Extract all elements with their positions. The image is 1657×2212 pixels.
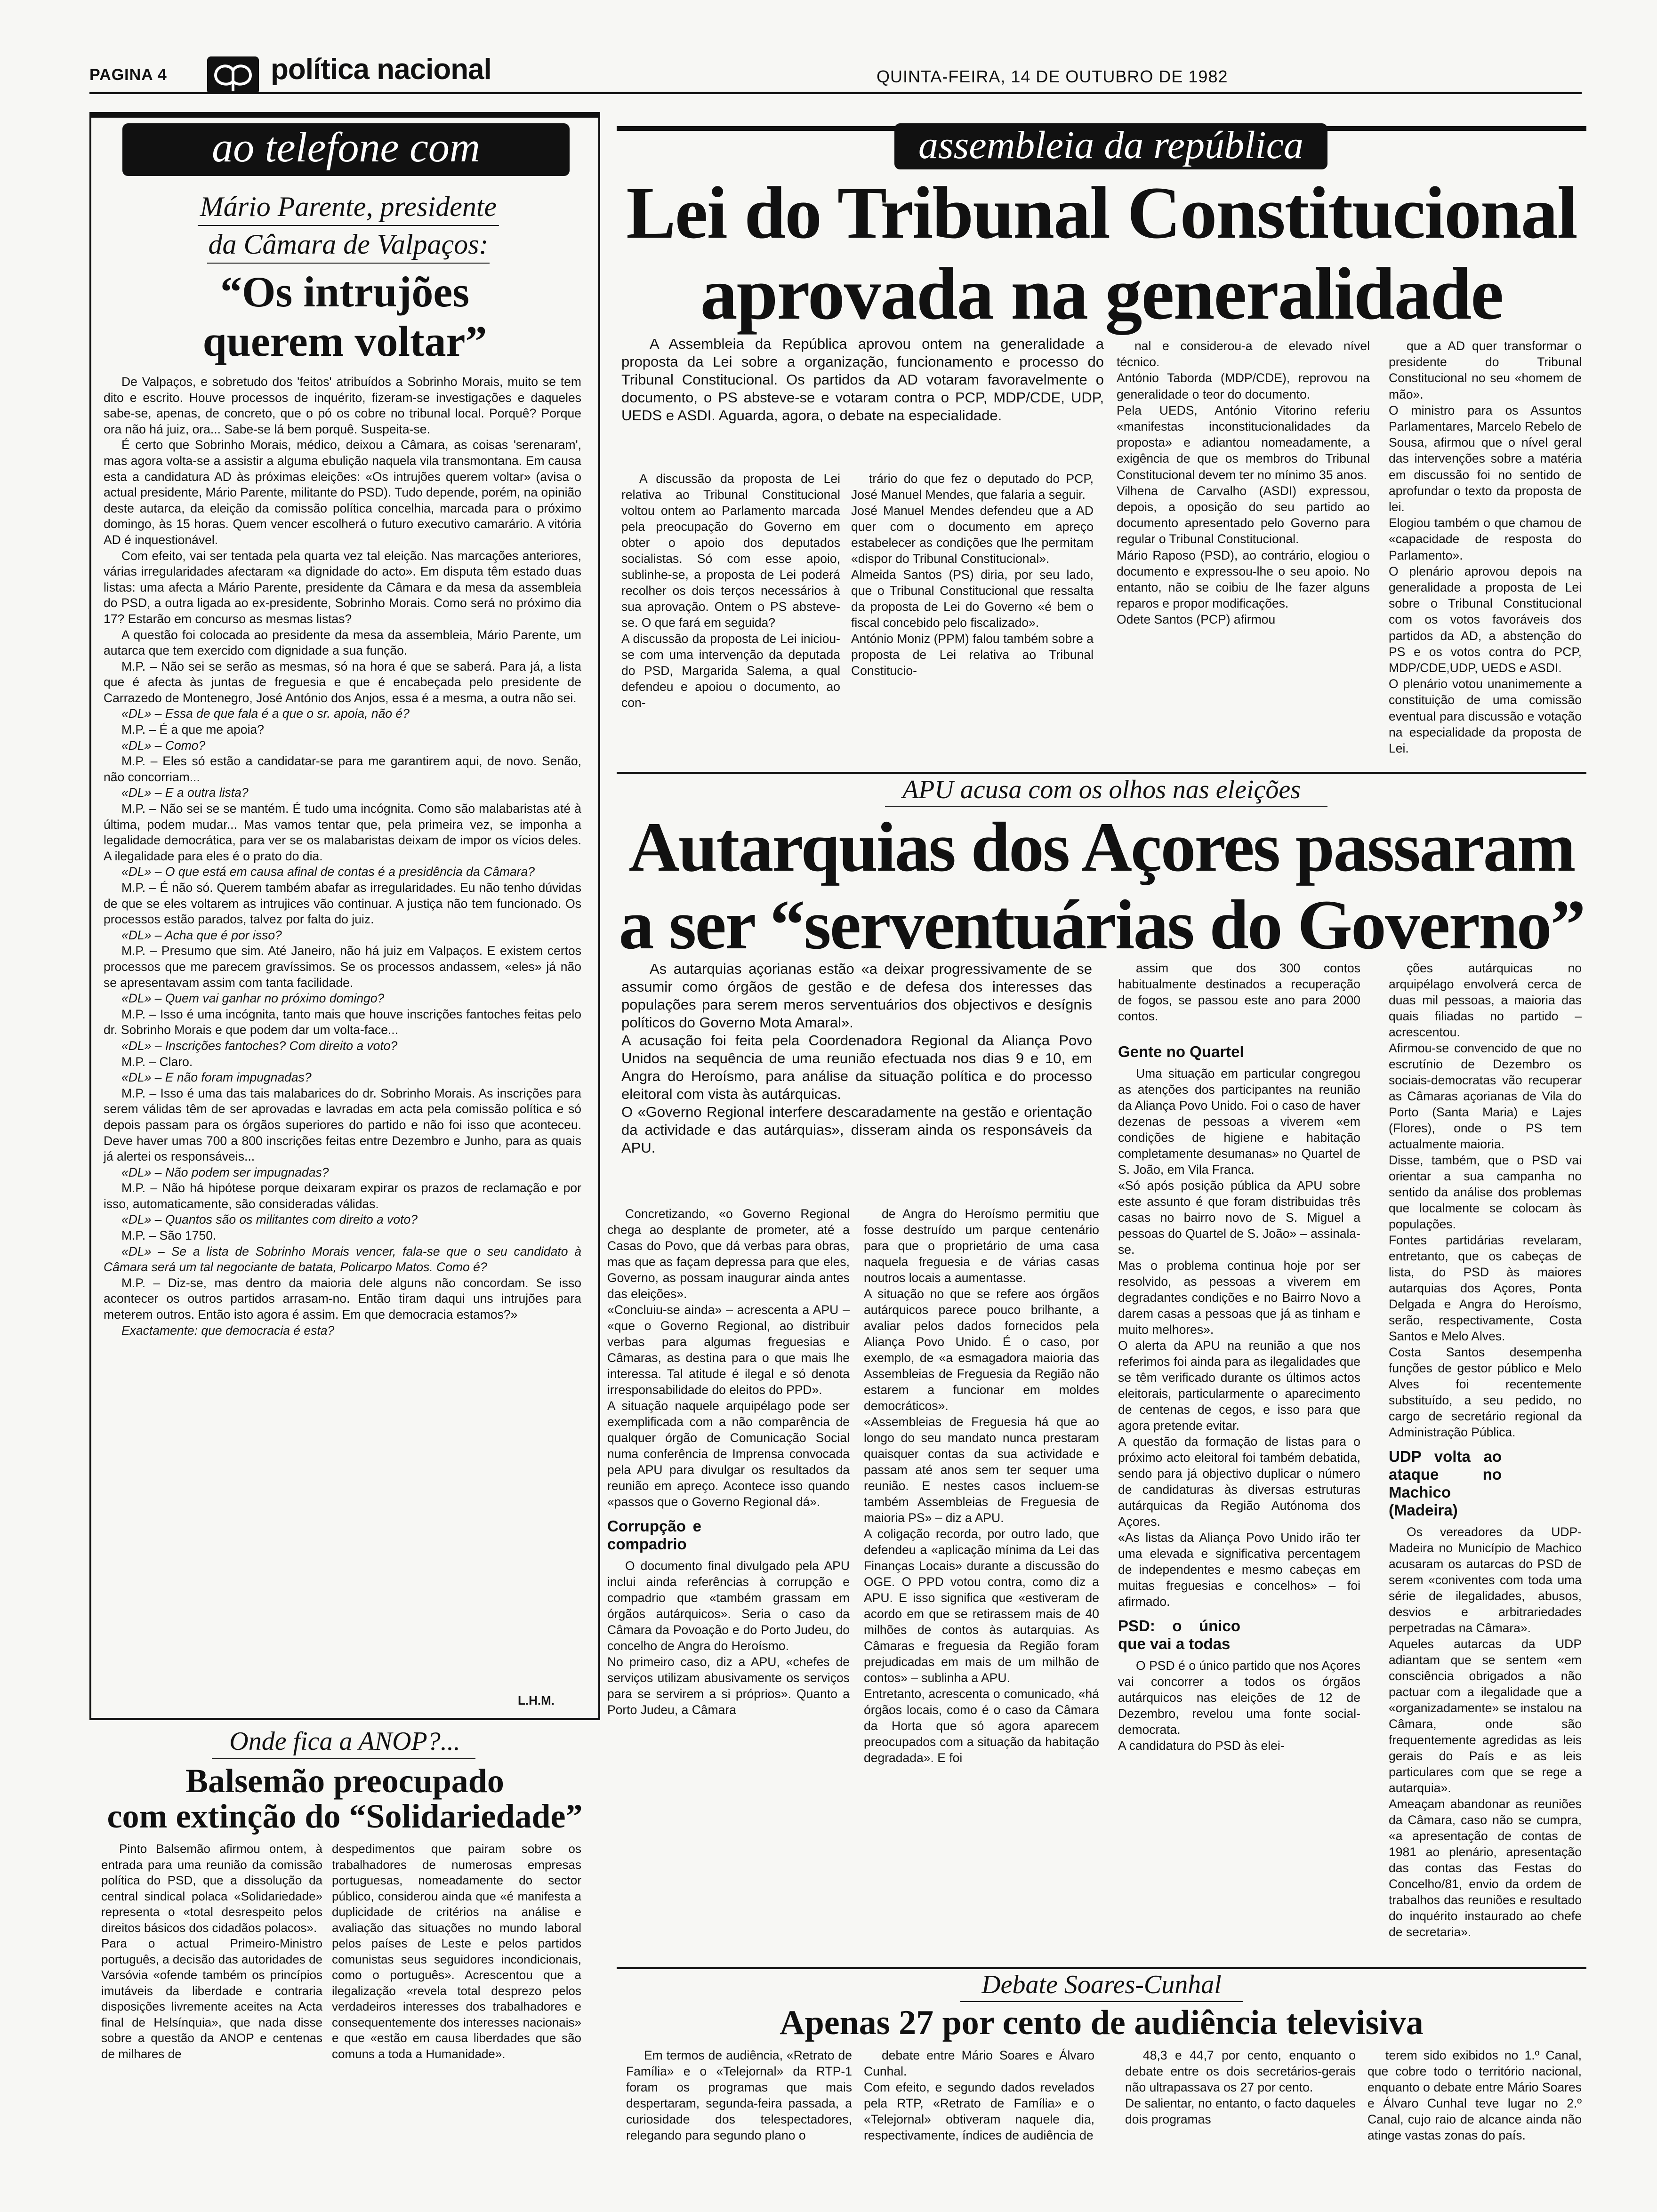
azores-lead: As autarquias açorianas estão «a deixar progressivamente de se assumir como órgãos de gestão e de defesa dos interesses das populações para serem meros serventuários dos objectivos e desígnis políticos do Governo Mota Amaral». A acusação foi feita pela Coordenadora Regional da Aliança Povo Unidos na sequência de uma reunião efectuada nos dias 9 e 10, em Angra do Heroísmo, para análise da situação política e do processo eleitoral com vista às autárquicas. O «Governo Regional interfere descaradamente na gestão e orientação da actividade e das autárquias», disseram ainda os responsáveis da APU. <box>621 961 1092 1156</box>
interview-title-2: querem voltar” <box>202 317 487 365</box>
newspaper-logo-icon <box>207 56 259 94</box>
anop-kicker: Onde fica a ANOP?... <box>229 1727 460 1756</box>
azores-col-3: assim que dos 300 contos habitualmente destinados a recuperação de fogos, se passou este ano para 2000 contos. Gente no Quartel Uma situação em particular congregou as atenções dos participantes na reunião da Aliança Povo Unido. Foi o caso de haver dezenas de pessoas a viverem «em condições de higiene e habitação completamente desumanas» no Quartel de S. João, em Vila Franca. «Só após posição pública da APU sobre este assunto é que foram distribuidas três casas no bairro novo de S. Miguel a pessoas do Quartel de S. João» – assinala-se. Mas o problema continua hoje por ser resolvido, as pessoas a viverem em degradantes condições e no Bairro Novo a darem casas a pessoas que já as tinham e muito melhores». O alerta da APU na reunião a que nos referimos foi ainda para as ilegalidades que se têm verificado durante os últimos actos eleitorais, particularmente o aparecimento de centenas de cegos, e isso para que agora pretende evitar. A questão da formação de listas para o próximo acto eleitoral foi também debatida, sendo para já objectivo duplicar o número de candidaturas às diversas estruturas autárquicas da Região Autónoma dos Açores. «As listas da Aliança Povo Unido irão ter uma elevada e significativa percentagem de independentes e mesmo cabeças em muitas freguesias e concelhos» – foi afirmado. PSD: o único que vai a todas O PSD é o único partido que nos Açores vai concorrer a todos os órgãos autárquicos nas eleições de 12 de Dezembro, revelou uma fonte social-democrata. A candidatura do PSD às elei- <box>1118 961 1360 1753</box>
azores-kicker: APU acusa com os olhos nas eleições <box>902 775 1301 804</box>
debate-title: Apenas 27 por cento de audiência televisiva <box>780 2004 1424 2042</box>
debate-col-1: Em termos de audiência, «Retrato de Família» e o «Telejornal» da RTP-1 foram os programas que mais despertaram, segunda-feira passada, a curiosidade dos telespectadores, relegando para segundo plano o <box>626 2048 852 2142</box>
ar-lead: A Assembleia da República aprovou ontem na generalidade a proposta da Lei sobre a organização, funcionamento e processo do Tribunal Constitucional. Os partidos da AD votaram favoravelmente o documento, o PS absteve-se e votaram contra o PCP, MDP/CDE, UDP, UEDS e ASDI. Aguarda, agora, o debate na especialidade. <box>621 336 1104 424</box>
azores-subhead-psd: PSD: o único que vai a todas <box>1118 1617 1240 1652</box>
anop-kicker-underline <box>212 1758 475 1759</box>
anop-title-2: com extinção do “Solidariedade” <box>107 1797 583 1835</box>
azores-title-1: Autarquias dos Açores passaram <box>628 808 1575 886</box>
interview-kicker-1: Mário Parente, presidente <box>200 191 497 222</box>
interview-kicker-2: da Câmara de Valpaços: <box>208 229 489 260</box>
page-number: PAGINA 4 <box>89 66 167 84</box>
ar-title-2: aprovada na generalidade <box>700 253 1503 335</box>
section-title: política nacional <box>271 53 491 86</box>
debate-top-rule <box>617 1967 1586 1969</box>
section-banner-telefone: ao telefone com <box>122 123 570 176</box>
azores-col-4: ções autárquicas no arquipélago envolverá cerca de duas mil pessoas, a maioria das quais filiadas no partido – acrescentou. Afirmou-se convencido de que no escrutínio de Dezembro os sociais-democratas vão recuperar as Câmaras açorianas de Vila do Porto (Santa Maria) e Lajes (Flores), onde o PS tem actualmente maioria. Disse, também, que o PSD vai orientar a sua campanha no sentido da análise dos problemas que localmente se colocam às populações. Fontes partidárias revelaram, entretanto, que os cabeças de lista, do PSD às maiores autarquias dos Açores, Ponta Delgada e Angra do Heroísmo, serão, respectivamente, Costa Santos e Melo Alves. Costa Santos desempenha funções de gestor público e Melo Alves foi recentemente substituído, a seu pedido, no cargo de secretário regional da Administração Pública. UDP volta ao ataque no Machico (Madeira) Os vereadores da UDP-Madeira no Município de Machico acusaram os autarcas do PSD de serem «coniventes com toda uma série de ilegalidades, abusos, desvios e arbitrariedades perpetradas na Câmara». Aqueles autarcas da UDP adiantam que se sentem «em consciência obrigados a não pactuar com a ilegalidade que a «organizadamente» se instalou na Câmara, onde são frequentemente agredidas as leis gerais do País e as leis particulares com que se rege a autarquia». Ameaçam abandonar as reuniões da Câmara, caso não se cumpra, «a apresentação de contas de 1981 ao plenário, apresentação das contas das Festas do Concelho/81, envio da ordem de trabalhos das reuniões e resultado do inquérito instaurado ao chefe de secretaria». <box>1389 961 1582 1939</box>
anop-col-1: Pinto Balsemão afirmou ontem, à entrada para uma reunião da comissão política do PSD, que a dissolução da central sindical polaca «Solidariedade» representa o «total desrespeito pelos direitos básicos dos cidadãos polacos». Para o actual Primeiro-Ministro português, a decisão das autoridades de Varsóvia «ofende também os princípios imutáveis da liberdade e contraria disposições livremente aceites na Acta final de Helsínquia», que nada disse sobre a questão da ANOP e centenas de milhares de <box>101 1842 322 2061</box>
debate-kicker: Debate Soares-Cunhal <box>981 1970 1222 1999</box>
left-box-left-rule <box>89 112 91 1720</box>
azores-col-2: de Angra do Heroísmo permitiu que fosse destruído um parque centenário para que o proprietário de uma casa naquela freguesia e de várias casas noutros locais a aumentasse. A situação no que se refere aos órgãos autárquicos parece pouco brilhante, a avaliar pelos dados fornecidos pela Aliança Povo Unido. É o caso, por exemplo, de «a esmagadora maioria das Assembleias de Freguesia da Região não estarem a funcionar em moldes democráticos». «Assembleias de Freguesia há que ao longo do seu mandato nunca prestaram quaisquer contas da sua actividade e passam até anos sem ter sequer uma reunião. E nestes casos incluem-se também Assembleias de Freguesia de maioria PS» – diz a APU. A coligação recorda, por outro lado, que defendeu a «aplicação mínima da Lei das Finanças Locais» durante a discussão do OGE. O PPD votou contra, como diz a APU. E isso significa que «estiveram de acordo em que se retirassem mais de 40 milhões de contos às autarquias. As Câmaras e freguesia da Região foram prejudicadas em mais de um milhão de contos» – sublinha a APU. Entretanto, acrescenta o comunicado, «há órgãos locais, como é o caso da Câmara da Horta que só agora aparecem preocupados com a situação da habitação degradada». E foi <box>864 1207 1099 1765</box>
left-box-bottom-rule <box>89 1718 600 1720</box>
kicker-underline-2 <box>207 263 490 264</box>
ar-bottom-rule <box>617 772 1586 774</box>
debate-col-2: debate entre Mário Soares e Álvaro Cunhal. Com efeito, e segundo dados revelados pela RTP, «Retrato de Família» e o «Telejornal» obtiveram naquele dia, respectivamente, índices de audiência de <box>864 2048 1094 2142</box>
left-box-right-rule <box>598 112 600 1720</box>
azores-subhead-corrupcao: Corrupção e compadrio <box>607 1517 701 1553</box>
header-rule <box>89 92 1582 94</box>
ar-col-3: nal e considerou-a de elevado nível técnico. António Taborda (MDP/CDE), reprovou na generalidade o teor do documento. Pela UEDS, António Vitorino referiu «manifestas inconstitucionalidades da proposta» e adiantou nomeadamente, a exigência de que os membros do Tribunal Constitucional devem ter no mínimo 35 anos. Vilhena de Carvalho (ASDI) expressou, depois, a oposição do seu partido ao documento apresentado pelo Governo para regular o Tribunal Constitucional. Mário Raposo (PSD), ao contrário, elogiou o documento e expressou-lhe o seu apoio. No entanto, não se coibiu de lhe fazer alguns reparos e propor modificações. Odete Santos (PCP) afirmou <box>1117 339 1370 627</box>
azores-title-2: a ser “serventuárias do Governo” <box>619 886 1585 964</box>
debate-col-3: 48,3 e 44,7 por cento, enquanto o debate entre os dois secretários-gerais não ultrapassava os 27 por cento. De salientar, no entanto, o facto daqueles dois programas <box>1125 2048 1356 2126</box>
azores-kicker-underline <box>885 806 1327 807</box>
section-banner-assembleia: assembleia da república <box>894 123 1327 169</box>
azores-subhead-quartel: Gente no Quartel <box>1118 1043 1244 1060</box>
kicker-underline-1 <box>198 225 499 226</box>
ar-col-1: A discussão da proposta de Lei relativa ao Tribunal Constitucional voltou ontem ao Parlamento marcada pela preocupação do Governo em obter o apoio dos deputados socialistas. Só com esse apoio, sublinhe-se, a proposta de Lei poderá recolher os dois terços necessários à sua aprovação. Ontem o PS absteve-se. O que fará em seguida? A discussão da proposta de Lei iniciou-se com uma intervenção da deputada do PSD, Margarida Salema, a qual defendeu e apoiou o documento, ao con- <box>621 472 840 710</box>
ar-col-2: trário do que fez o deputado do PCP, José Manuel Mendes, que falaria a seguir. José Manuel Mendes defendeu que a AD quer com o documento em apreço estabelecer as condições que lhe permitam «dispor do Tribunal Constitucional». Almeida Santos (PS) diria, por seu lado, que o Tribunal Constitucional que ressalta da proposta de Lei do Governo «é bem o fiscal concebido pelo fiscalizado». António Moniz (PPM) falou também sobre a proposta de Lei relativa ao Tribunal Constitucio- <box>851 472 1094 678</box>
ar-col-4: que a AD quer transformar o presidente do Tribunal Constitucional no seu «homem de mão». O ministro para os Assuntos Parlamentares, Marcelo Rebelo de Sousa, afirmou que o nível geral das intervenções sobre a matéria em discussão foi no sentido de aprofundar o texto da proposta de lei. Elogiou também o que chamou de «capacidade de resposta do Parlamento». O plenário aprovou depois na generalidade a proposta de Lei sobre o Tribunal Constitucional com os votos favoráveis dos partidos da AD, a abstenção do PS e os votos contra do PCP, MDP/CDE,UDP, UEDS e ASDI. O plenário votou unanimemente a constituição de uma comissão eventual para discussão e votação na especialidade da proposta de Lei. <box>1389 339 1582 756</box>
interview-signature: L.H.M. <box>518 1693 555 1707</box>
debate-col-4: terem sido exibidos no 1.º Canal, que cobre todo o território nacional, enquanto o debate entre Mário Soares e Álvaro Cunhal teve lugar no 2.º Canal, cujo raio de alcance ainda não atinge vastas zonas do país. <box>1367 2048 1582 2142</box>
azores-col-1: Concretizando, «o Governo Regional chega ao desplante de prometer, até a Casas do Povo, que dá verbas para obras, mas que as façam depressa para que eles, Governo, as possam inaugurar ainda antes das eleições». «Concluiu-se ainda» – acrescenta a APU – «que o Governo Regional, ao distribuir verbas para algumas freguesias e Câmaras, as destina para o que mais lhe interessa. Tal atitude é ilegal e só denota irresponsabilidade do eleitos do PPD». A situação naquele arquipélago pode ser exemplificada com a não comparência de qualquer órgão de Comunicação Social numa conferência de Imprensa convocada pela APU para divulgar os resultados da reunião em apreço. Acontece isso quando «passos que o Governo Regional dá». Corrupção e compadrio O documento final divulgado pela APU inclui ainda referências à corrupção e compadrio que «também grassam em órgãos autárquicos». Seria o caso da Câmara da Povoação e do Porto Judeu, do concelho de Angra do Heroísmo. No primeiro caso, diz a APU, «chefes de serviços utilizam abusivamente os serviços para se servirem a si próprios». Quanto a Porto Judeu, a Câmara <box>607 1207 850 1717</box>
debate-kicker-underline <box>960 2001 1243 2002</box>
ar-title-1: Lei do Tribunal Constitucional <box>626 172 1577 254</box>
azores-subhead-udp: UDP volta ao ataque no Machico (Madeira) <box>1389 1448 1502 1519</box>
interview-title-1: “Os intrujões <box>220 268 469 316</box>
anop-col-2: despedimentos que pairam sobre os trabalhadores de numerosas empresas portuguesas, nomeadamente do sector público, considerou ainda que «é manifesta a duplicidade de critérios na análise e avaliação das situações no mundo laboral pelos países de Leste e pelos partidos comunistas seus seguidores incondicionais, como o português». Acrescentou que a ilegalização «revela total desprezo pelos verdadeiros interesses dos trabalhadores e consequentemente dos interesses nacionais» e que «estão em causa liberdades que são comuns a toda a Humanidade». <box>332 1842 581 2061</box>
anop-title-1: Balsemão preocupado <box>185 1762 504 1800</box>
left-box-top-rule <box>89 112 600 118</box>
issue-date: QUINTA-FEIRA, 14 DE OUTUBRO DE 1982 <box>877 67 1228 86</box>
interview-body: De Valpaços, e sobretudo dos 'feitos' atribuídos a Sobrinho Morais, muito se tem dito e escrito. Houve processos de inquérito, fizeram-se investigações e daqueles sabe-se, apenas, de concreto, que o pó os cobre no tribunal local. Porquê? Porque ora não há juiz, ora... Sabe-se lá bem porquê. Suspeita-se. É certo que Sobrinho Morais, médico, deixou a Câmara, as coisas 'serenaram', mas agora volta-se a assistir a alguma ebulição naquela vila transmontana. Em causa esta a candidatura AD às próximas eleições: «Os intrujões querem voltar» (avisa o actual presidente, Mário Parente, militante do PSD). Tudo depende, porém, na opinião deste autarca, da eleição da comissão política concelhia, marcada para o próximo domingo, às 15 horas. Quem vencer escolherá o futuro executivo camarário. A vitória AD é inquestionável. Com efeito, vai ser tentada pela quarta vez tal eleição. Nas marcações anteriores, várias irregularidades afectaram «a dignidade do acto». Em disputa têm estado duas listas: uma afecta a Mário Parente, presidente da Câmara e da mesa da assembleia do PSD, a outra ligada ao ex-presidente, Sobrinho Morais. Como será no próximo dia 17? Estarão em concurso as mesmas listas? A questão foi colocada ao presidente da mesa da assembleia, Mário Parente, um autarca que tem exercido com dignidade a sua função. M.P. – Não sei se serão as mesmas, só na hora é que se saberá. Para já, a lista que é afecta às juntas de freguesia e que é encabeçada pelo presidente de Carrazedo de Montenegro, José António dos Anjos, essa é a mesma, a outra não sei. «DL» – Essa de que fala é a que o sr. apoia, não é? M.P. – É a que me apoia? «DL» – Como? M.P. – Eles só estão a candidatar-se para me garantirem aqui, de novo. Senão, não concorriam... «DL» – E a outra lista? M.P. – Não sei se se mantém. É tudo uma incógnita. Como são malabaristas até à última, podem mudar... Mas vamos tentar que, pela primeira vez, se imponha a legalidade democrática, para ver se os malabaristas deixam de impor os vícios deles. A ilegalidade para eles é o prato do dia. «DL» – O que está em causa afinal de contas é a presidência da Câmara? M.P. – É não só. Querem também abafar as irregularidades. Eu não tenho dúvidas de que se eles voltarem as intrujices vão continuar. A justiça não tem funcionado. Os processos estão parados, talvez por falta do juiz. «DL» – Acha que é por isso? M.P. – Presumo que sim. Até Janeiro, não há juiz em Valpaços. E existem certos processos que me parecem gravíssimos. Se os processos andassem, «eles» já não se apresentavam assim com tanta facilidade. «DL» – Quem vai ganhar no próximo domingo? M.P. – Isso é uma incógnita, tanto mais que houve inscrições fantoches feitas pelo dr. Sobrinho Morais e que podem dar um volta-face... «DL» – Inscrições fantoches? Com direito a voto? M.P. – Claro. «DL» – E não foram impugnadas? M.P. – Isso é uma das tais malabarices do dr. Sobrinho Morais. As inscrições para serem válidas têm de ser aprovadas e lavradas em acta pela comissão política e só depois passam para os órgãos superiores do partido e não foi isso que aconteceu. Deve haver umas 700 a 800 inscrições feitas entre Dezembro e Junho, para as quais já alertei os responsáveis... «DL» – Não podem ser impugnadas? M.P. – Não há hipótese porque deixaram expirar os prazos de reclamação e por isso, automaticamente, são consideradas válidas. «DL» – Quantos são os militantes com direito a voto? M.P. – São 1750. «DL» – Se a lista de Sobrinho Morais vencer, fala-se que o seu candidato à Câmara será um tal negociante de batata, Policarpo Matos. Como é? M.P. – Diz-se, mas dentro da maioria dele alguns não concordam. Se isso acontecer os outros partidos arrasam-no. Então tiram daqui uns intrujões para meterem outros. Então isto agora é assim. Em que democracia estamos?» Exactamente: que democracia é esta? <box>104 375 581 1338</box>
